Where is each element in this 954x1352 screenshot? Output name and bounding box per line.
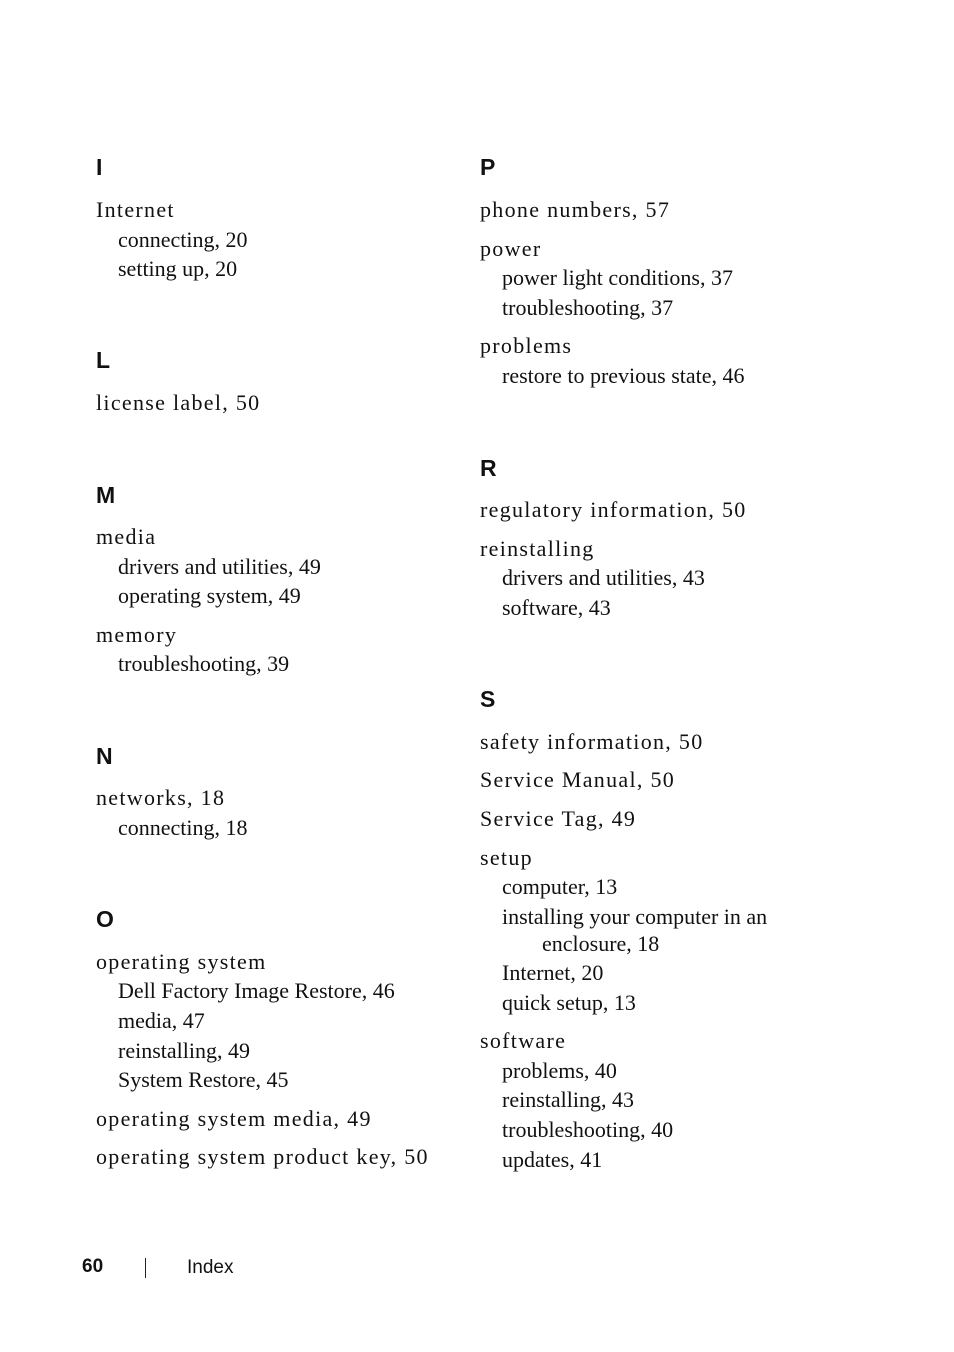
section-letter-l: L: [96, 347, 111, 373]
section-letter-m: M: [96, 482, 116, 508]
index-subentry: connecting, 18: [118, 815, 248, 840]
index-subentry: Internet, 20: [502, 960, 604, 985]
footer-divider: [145, 1258, 146, 1278]
index-subentry: operating system, 49: [118, 583, 301, 608]
index-entry: networks, 18: [96, 785, 226, 810]
index-subentry: Dell Factory Image Restore, 46: [118, 978, 395, 1003]
index-entry: media: [96, 524, 157, 549]
index-subentry: troubleshooting, 40: [502, 1117, 674, 1142]
index-subentry: drivers and utilities, 49: [118, 554, 321, 579]
index-entry: Service Manual, 50: [480, 767, 676, 792]
index-entry: regulatory information, 50: [480, 497, 747, 522]
section-letter-i: I: [96, 154, 103, 180]
index-subentry: drivers and utilities, 43: [502, 565, 705, 590]
index-subentry: restore to previous state, 46: [502, 363, 745, 388]
index-subentry: setting up, 20: [118, 256, 238, 281]
section-letter-p: P: [480, 154, 496, 180]
section-letter-o: O: [96, 906, 114, 932]
index-subentry: quick setup, 13: [502, 990, 636, 1015]
index-subentry: problems, 40: [502, 1058, 617, 1083]
index-subentry: troubleshooting, 39: [118, 651, 290, 676]
index-entry: Service Tag, 49: [480, 806, 637, 831]
index-entry: power: [480, 236, 542, 261]
index-subentry: installing your computer in an: [502, 904, 768, 929]
section-letter-s: S: [480, 686, 496, 712]
index-entry: operating system product key, 50: [96, 1144, 429, 1169]
index-subentry: reinstalling, 49: [118, 1038, 250, 1063]
index-entry: safety information, 50: [480, 729, 704, 754]
index-subentry: power light conditions, 37: [502, 265, 733, 290]
index-entry: problems: [480, 333, 573, 358]
section-letter-r: R: [480, 455, 497, 481]
index-entry: memory: [96, 622, 178, 647]
index-subentry: connecting, 20: [118, 227, 248, 252]
index-subentry: computer, 13: [502, 874, 618, 899]
index-entry: Internet: [96, 197, 175, 222]
index-subentry: reinstalling, 43: [502, 1087, 634, 1112]
index-subentry: media, 47: [118, 1008, 205, 1033]
index-subentry: updates, 41: [502, 1147, 603, 1172]
index-subentry-continuation: enclosure, 18: [542, 931, 660, 956]
index-entry: software: [480, 1028, 567, 1053]
index-subentry: System Restore, 45: [118, 1067, 289, 1092]
index-entry: license label, 50: [96, 390, 261, 415]
index-subentry: software, 43: [502, 595, 611, 620]
index-subentry: troubleshooting, 37: [502, 295, 674, 320]
footer-section-label: Index: [187, 1257, 234, 1278]
index-entry: operating system media, 49: [96, 1106, 372, 1131]
index-entry: reinstalling: [480, 536, 595, 561]
index-entry: operating system: [96, 949, 267, 974]
index-entry: phone numbers, 57: [480, 197, 671, 222]
section-letter-n: N: [96, 743, 113, 769]
page-number: 60: [82, 1256, 104, 1277]
index-entry: setup: [480, 845, 533, 870]
